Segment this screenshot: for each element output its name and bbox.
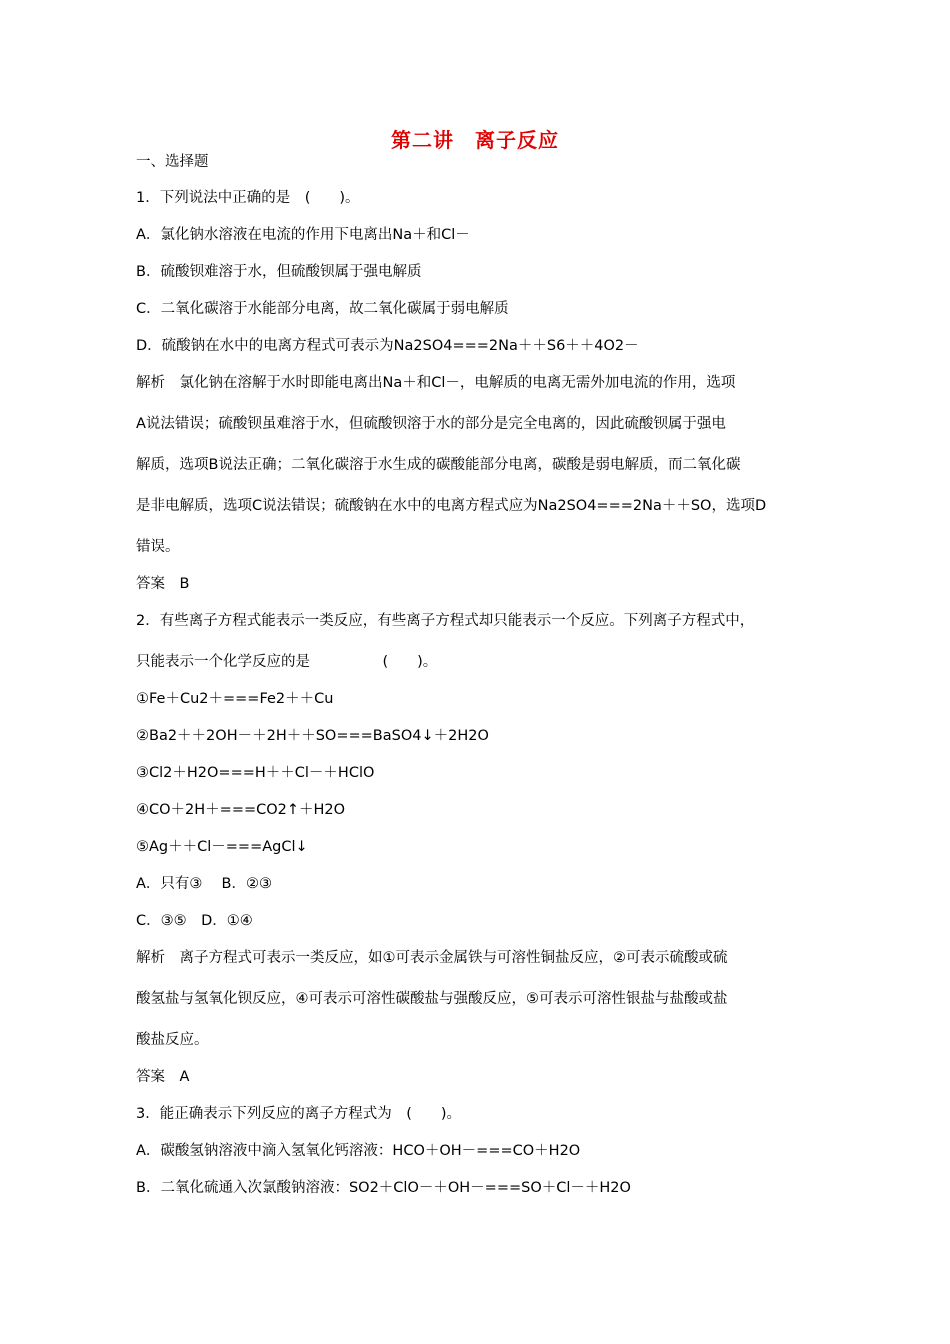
q2-equation-item: ①Fe＋Cu2＋===Fe2＋＋Cu	[136, 691, 334, 707]
q1-analysis-line: 解质，选项B说法正确；二氧化碳溶于水生成的碳酸能部分电离，碳酸是弱电解质，而二氧化碳	[136, 457, 741, 473]
q2-equation-item: ⑤Ag＋＋Cl－===AgCl↓	[136, 839, 308, 855]
q1-answer: 答案 B	[136, 576, 190, 592]
q2-analysis-line: 酸盐反应。	[136, 1032, 209, 1048]
q2-equation-item: ④CO＋2H＋===CO2↑＋H2O	[136, 802, 346, 818]
q1-analysis-line: 是非电解质，选项C说法错误；硫酸钠在水中的电离方程式应为Na2SO4===2Na＋＋SO，选项D	[136, 498, 767, 514]
q1-option-c: C．二氧化碳溶于水能部分电离，故二氧化碳属于弱电解质	[136, 301, 509, 317]
q1-analysis-line: 错误。	[136, 539, 180, 555]
q2-equation-item: ③Cl2＋H2O===H＋＋Cl－＋HClO	[136, 765, 375, 781]
q1-analysis-line: 解析 氯化钠在溶解于水时即能电离出Na＋和Cl－，电解质的电离无需外加电流的作用，选项	[136, 375, 736, 391]
q2-answer: 答案 A	[136, 1069, 190, 1085]
q1-analysis-line: A说法错误；硫酸钡虽难溶于水，但硫酸钡溶于水的部分是完全电离的，因此硫酸钡属于强电	[136, 416, 726, 432]
q3-stem: 3．能正确表示下列反应的离子方程式为 ( )。	[136, 1106, 462, 1122]
q1-stem: 1．下列说法中正确的是 ( )。	[136, 190, 360, 206]
section-heading: 一、选择题	[136, 154, 209, 170]
q2-stem: 2．有些离子方程式能表示一类反应，有些离子方程式却只能表示一个反应。下列离子方程式中，	[136, 613, 755, 629]
q2-options-cd: C．③⑤ D．①④	[136, 913, 253, 929]
q2-stem: 只能表示一个化学反应的是 ( )。	[136, 654, 438, 670]
q3-option-b: B．二氧化硫通入次氯酸钠溶液：SO2＋ClO－＋OH－===SO＋Cl－＋H2O	[136, 1180, 631, 1196]
q2-options-ab: A．只有③ B．②③	[136, 876, 272, 892]
page-title: 第二讲 离子反应	[391, 128, 559, 152]
q1-option-b: B．硫酸钡难溶于水，但硫酸钡属于强电解质	[136, 264, 422, 280]
q1-option-a: A．氯化钠水溶液在电流的作用下电离出Na＋和Cl－	[136, 227, 470, 243]
q3-option-a: A．碳酸氢钠溶液中滴入氢氧化钙溶液：HCO＋OH－===CO＋H2O	[136, 1143, 581, 1159]
q2-equation-item: ②Ba2＋＋2OH－＋2H＋＋SO===BaSO4↓＋2H2O	[136, 728, 489, 744]
q2-analysis-line: 酸氢盐与氢氧化钡反应，④可表示可溶性碳酸盐与强酸反应，⑤可表示可溶性银盐与盐酸或盐	[136, 991, 728, 1007]
q1-option-d: D．硫酸钠在水中的电离方程式可表示为Na2SO4===2Na＋＋S6＋＋4O2－	[136, 338, 639, 354]
q2-analysis-line: 解析 离子方程式可表示一类反应，如①可表示金属铁与可溶性铜盐反应，②可表示硫酸或硫	[136, 950, 728, 966]
